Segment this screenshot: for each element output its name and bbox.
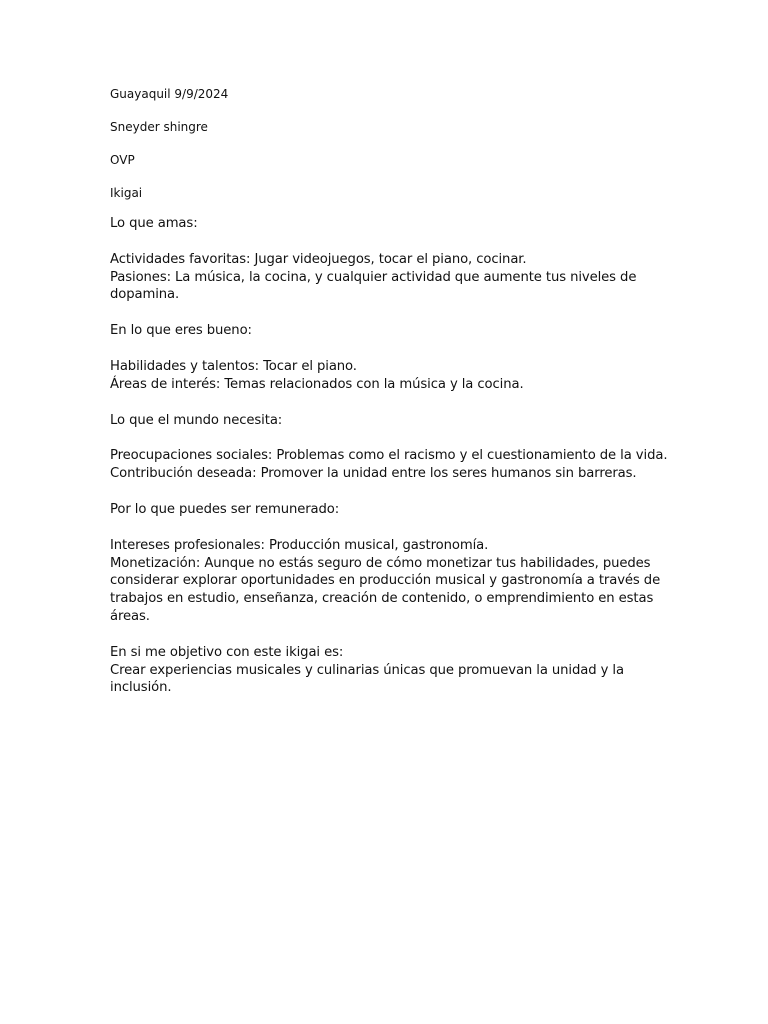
section-heading-paid (110, 501, 670, 519)
good-heading: En lo que eres bueno: (110, 323, 252, 339)
section-good (110, 358, 670, 394)
section-paid (110, 537, 670, 626)
good-line-1: Habilidades y talentos: Tocar el piano. (110, 358, 357, 374)
love-line-2: Pasiones: La música, la cocina, y cualquier actividad que aumente tus niveles de dopamina. (110, 269, 637, 303)
good-line-2: Áreas de interés: Temas relacionados con la música y la cocina. (110, 376, 524, 392)
paid-heading: Por lo que puedes ser remunerado: (110, 501, 340, 517)
author-name: Sneyder shingre (110, 120, 208, 134)
world-line-1: Preocupaciones sociales: Problemas como el racismo y el cuestionamiento de la vida. (110, 448, 668, 464)
paid-line-1: Intereses profesionales: Producción musical, gastronomía. (110, 537, 489, 553)
goal-heading: En si me objetivo con este ikigai es: (110, 644, 344, 660)
paid-line-2: Monetización: Aunque no estás seguro de cómo monetizar tus habilidades, puedes considerar explorar oportunidades en producción musical y gastronomía a través de trabajos en estudio, enseñanza, creación de contenido, o emprendimiento en estas áreas. (110, 555, 661, 624)
world-heading: Lo que el mundo necesita: (110, 412, 283, 428)
section-love (110, 251, 670, 304)
section-goal (110, 644, 670, 697)
section-world (110, 447, 670, 483)
document-topic: Ikigai (110, 186, 143, 200)
section-heading-good (110, 322, 670, 340)
love-line-1: Actividades favoritas: Jugar videojuegos, tocar el piano, cocinar. (110, 251, 527, 267)
section-heading-world (110, 412, 670, 430)
goal-line-1: Crear experiencias musicales y culinarias únicas que promuevan la unidad y la inclusión. (110, 662, 624, 696)
document-body (110, 86, 670, 715)
course-label: OVP (110, 153, 135, 167)
world-line-2: Contribución deseada: Promover la unidad entre los seres humanos sin barreras. (110, 466, 637, 482)
date-line: Guayaquil 9/9/2024 (110, 87, 229, 101)
love-heading: Lo que amas: (110, 216, 198, 231)
section-heading-love (110, 215, 670, 233)
